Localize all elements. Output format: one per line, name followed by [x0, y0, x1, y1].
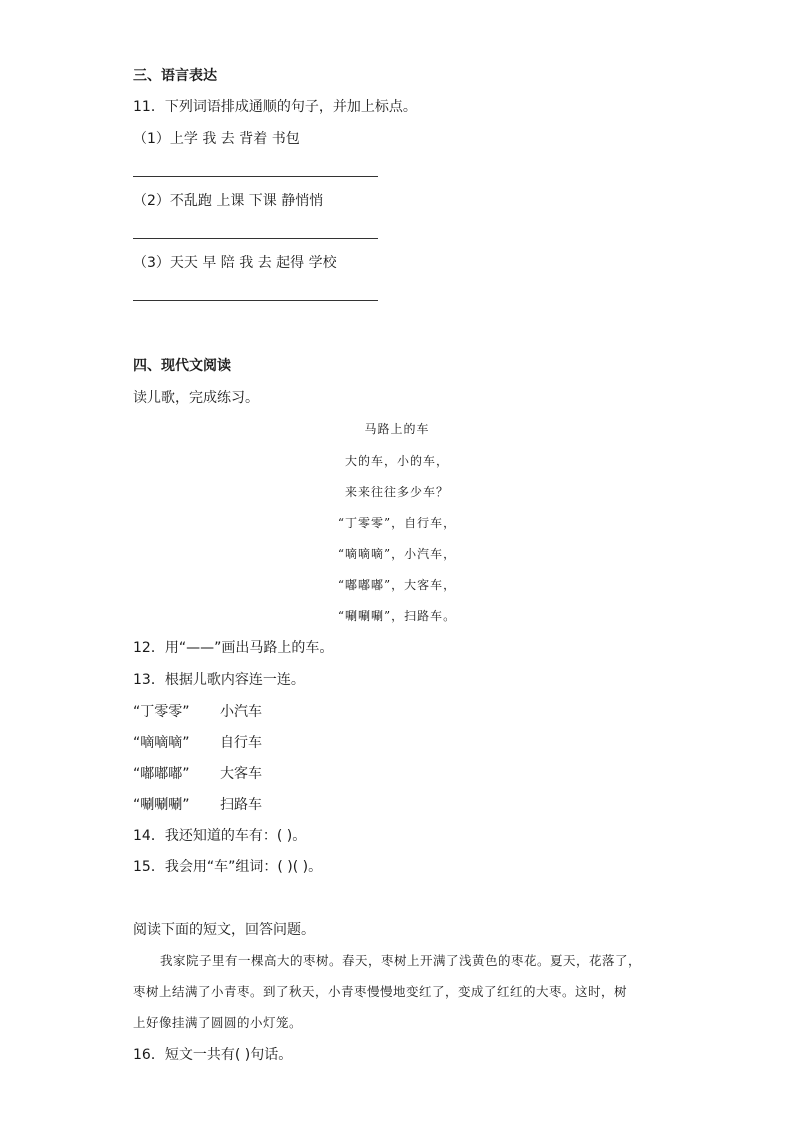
section3-heading: 三、语言表达 [133, 68, 217, 84]
match-left-item[interactable]: “嘟嘟嘟” [133, 766, 190, 782]
match-right-item[interactable]: 大客车 [220, 766, 262, 782]
poem-line: “嘀嘀嘀”，小汽车， [337, 547, 457, 561]
q11-item-3: （3）天天 早 陪 我 去 起得 学校 [133, 255, 337, 271]
match-left-item[interactable]: “嘀嘀嘀” [133, 735, 190, 751]
reading-intro: 读儿歌，完成练习。 [133, 390, 259, 406]
match-left-item[interactable]: “丁零零” [133, 704, 190, 720]
answer-line-1[interactable] [133, 176, 378, 177]
section4-heading: 四、现代文阅读 [133, 358, 231, 374]
q11-item-2: （2）不乱跑 上课 下课 静悄悄 [133, 193, 324, 209]
passage-line: 枣树上结满了小青枣。到了秋天，小青枣慢慢地变红了，变成了红红的大枣。这时，树 [133, 984, 628, 999]
question-16: 16．短文一共有( )句话。 [133, 1047, 293, 1063]
question-14: 14．我还知道的车有：( )。 [133, 828, 307, 844]
poem-line: “嘟嘟嘟”，大客车， [337, 578, 457, 592]
question-12: 12．用“——”画出马路上的车。 [133, 640, 334, 656]
passage-line: 我家院子里有一棵高大的枣树。春天，枣树上开满了浅黄色的枣花。夏天，花落了， [160, 953, 642, 968]
poem-line: 来来往往多少车？ [344, 485, 449, 499]
match-left-item[interactable]: “唰唰唰” [133, 797, 190, 813]
poem-title: 马路上的车 [364, 422, 430, 436]
passage-line: 上好像挂满了圆圆的小灯笼。 [133, 1015, 303, 1030]
match-right-item[interactable]: 小汽车 [220, 704, 262, 720]
poem-line: 大的车，小的车， [344, 454, 449, 468]
match-right-item[interactable]: 自行车 [220, 735, 262, 751]
poem-line: “唰唰唰”，扫路车。 [337, 609, 457, 623]
answer-line-2[interactable] [133, 238, 378, 239]
poem-line: “丁零零”，自行车， [337, 516, 457, 530]
answer-line-3[interactable] [133, 300, 378, 301]
passage-intro: 阅读下面的短文，回答问题。 [133, 922, 315, 938]
q11-item-1: （1）上学 我 去 背着 书包 [133, 131, 300, 147]
question-13: 13．根据儿歌内容连一连。 [133, 672, 305, 688]
question-15: 15．我会用“车”组词：( )( )。 [133, 859, 323, 875]
match-right-item[interactable]: 扫路车 [220, 797, 262, 813]
question-11: 11．下列词语排成通顺的句子，并加上标点。 [133, 99, 417, 115]
